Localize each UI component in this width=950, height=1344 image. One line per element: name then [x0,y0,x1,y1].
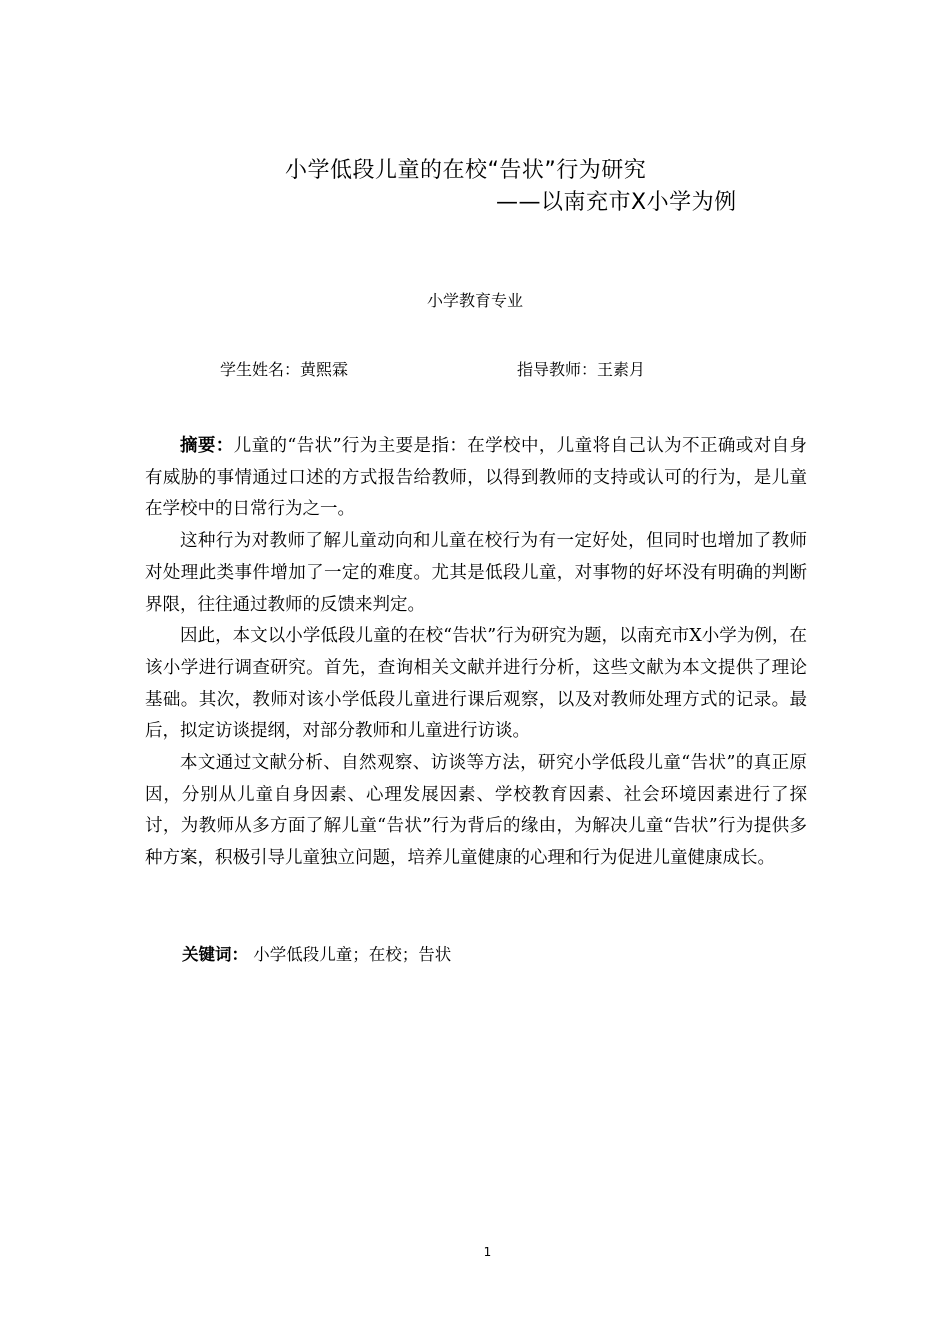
keywords-value: 小学低段儿童；在校；告状 [253,945,452,964]
student-name: 黄熙霖 [300,360,349,379]
paragraph-text: 儿童的“告状”行为主要是指：在学校中，儿童将自己认为不正确或对自身有威胁的事情通过口述的方式报告给教师，以得到教师的支持或认可的行为，是儿童在学校中的日常行为之一。 [145,436,807,520]
advisor-info [517,358,645,382]
title-subtitle: ——以南充市X小学为例 [496,190,737,215]
abstract-label: 摘要： [180,436,234,456]
advisor-name: 王素月 [597,360,646,379]
title-main: 小学低段儿童的在校“告状”行为研究 [285,158,647,183]
advisor-label: 指导教师： [517,360,598,379]
page-number: 1 [483,1245,492,1259]
major-label: 小学教育专业 [426,291,523,310]
keywords-line [182,942,451,968]
student-label: 学生姓名： [220,360,301,379]
abstract-paragraph-4: 本文通过文献分析、自然观察、访谈等方法，研究小学低段儿童“告状”的真正原因，分别从儿童自身因素、心理发展因素、学校教育因素、社会环境因素进行了探讨，为教师从多方面了解儿童“告状”行为背后的缘由，为解决儿童“告状”行为提供多种方案，积极引导儿童独立问题，培养儿童健康的心理和行为促进儿童健康成长。 [145,753,807,869]
student-info [220,358,348,382]
abstract-paragraph-1 [145,431,807,526]
abstract-body [145,431,807,875]
keywords-label: 关键词： [182,945,248,964]
abstract-paragraph-3: 因此，本文以小学低段儿童的在校“告状”行为研究为题，以南充市X小学为例，在该小学进行调查研究。首先，查询相关文献并进行分析，这些文献为本文提供了理论基础。其次，教师对该小学低段儿童进行课后观察，以及对教师处理方式的记录。最后，拟定访谈提纲，对部分教师和儿童进行访谈。 [145,626,807,742]
abstract-paragraph-2: 这种行为对教师了解儿童动向和儿童在校行为有一定好处，但同时也增加了教师对处理此类事件增加了一定的难度。尤其是低段儿童，对事物的好坏没有明确的判断界限，往往通过教师的反馈来判定。 [145,531,807,615]
